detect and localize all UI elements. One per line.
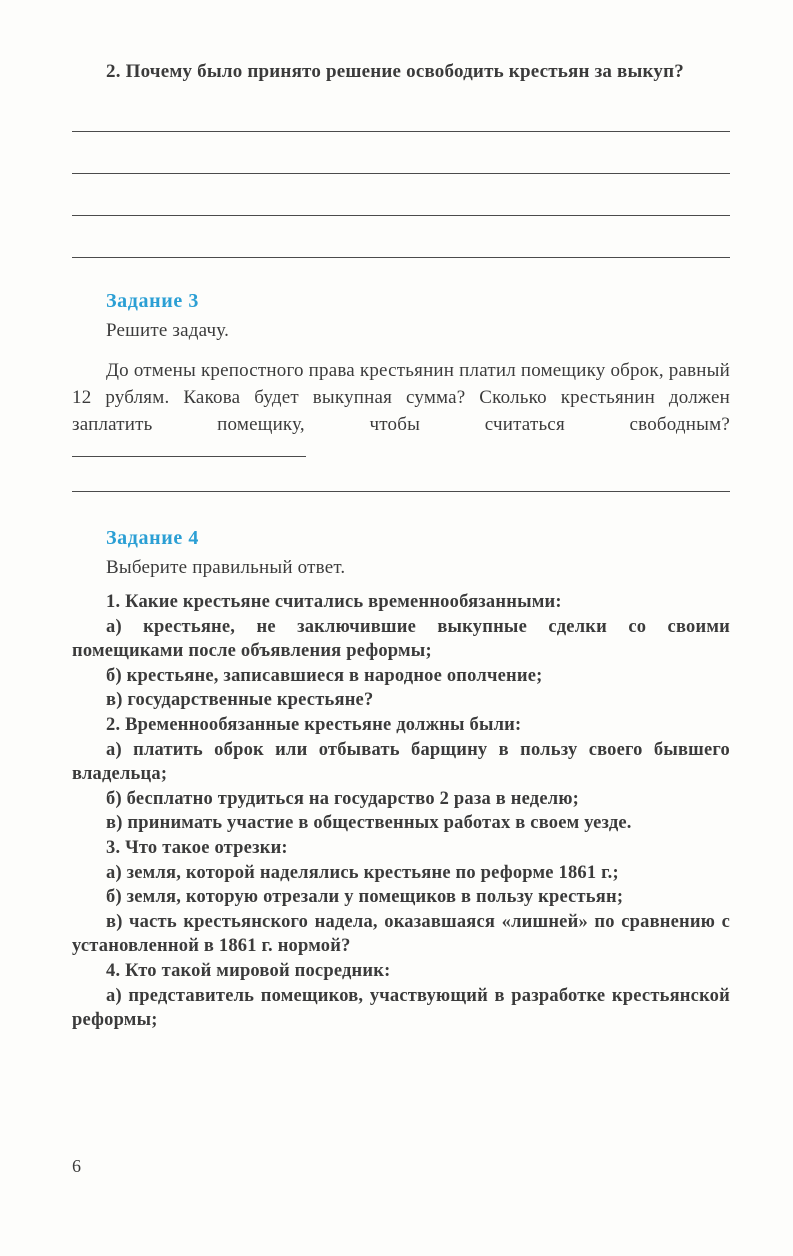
question-2-text: 2. Почему было принято решение освободить крестьян за выкуп? <box>106 61 684 82</box>
task-4-item: б) крестьяне, записавшиеся в народное ополчение; <box>106 665 543 686</box>
task-4-item: в) часть крестьянского надела, оказавшаяся «лишней» по сравнению с установленной в 1861 г. нормой? <box>72 911 730 957</box>
answer-line[interactable] <box>72 216 730 258</box>
task-4-item: а) представитель помещиков, участвующий в разработке крестьянской реформы; <box>72 985 730 1031</box>
task-4-item: 3. Что такое отрезки: <box>106 837 288 858</box>
answer-line[interactable] <box>72 132 730 174</box>
task-4-item: б) земля, которую отрезали у помещиков в пользу крестьян; <box>106 887 624 908</box>
task-4-item: 2. Временнообязанные крестьяне должны были: <box>106 714 522 735</box>
task-4-item: а) земля, которой наделялись крестьяне по реформе 1861 г.; <box>106 862 619 883</box>
task-3-inline-answer-line[interactable] <box>72 442 306 457</box>
task-3-subtitle: Решите задачу. <box>106 320 230 341</box>
task-3-body-text: До отмены крепостного права крестьянин платил помещику оброк, равный 12 рублям. Какова будет выкупная сумма? Сколько крестьянин должен заплатить помещику, чтобы считаться свободным? <box>72 360 730 435</box>
answer-line[interactable] <box>72 465 730 492</box>
task-4-item: б) бесплатно трудиться на государство 2 раза в неделю; <box>106 788 580 809</box>
answer-line[interactable] <box>72 90 730 132</box>
task-3-body <box>72 357 730 465</box>
task-4-item: а) крестьяне, не заключившие выкупные сделки со своими помещиками после объявления реформы; <box>72 616 730 662</box>
task-4-heading: Задание 4 <box>106 527 199 549</box>
task-4-items <box>72 590 730 1033</box>
question-2-answer-lines <box>72 90 730 258</box>
page-number: 6 <box>72 1156 81 1176</box>
task-4-item: а) платить оброк или отбывать барщину в пользу своего бывшего владельца; <box>72 739 730 785</box>
task-4-item: в) принимать участие в общественных работах в своем уезде. <box>106 813 632 834</box>
task-4-item: в) государственные крестьяне? <box>106 690 374 711</box>
task-4-subtitle: Выберите правильный ответ. <box>106 557 346 578</box>
task-3-heading: Задание 3 <box>106 290 199 312</box>
task-3-section <box>72 288 730 492</box>
task-4-item: 4. Кто такой мировой посредник: <box>106 960 391 981</box>
task-4-section <box>72 525 730 1033</box>
task-4-item: 1. Какие крестьяне считались временнообязанными: <box>106 592 562 612</box>
answer-line[interactable] <box>72 174 730 216</box>
page-content <box>72 58 730 1033</box>
